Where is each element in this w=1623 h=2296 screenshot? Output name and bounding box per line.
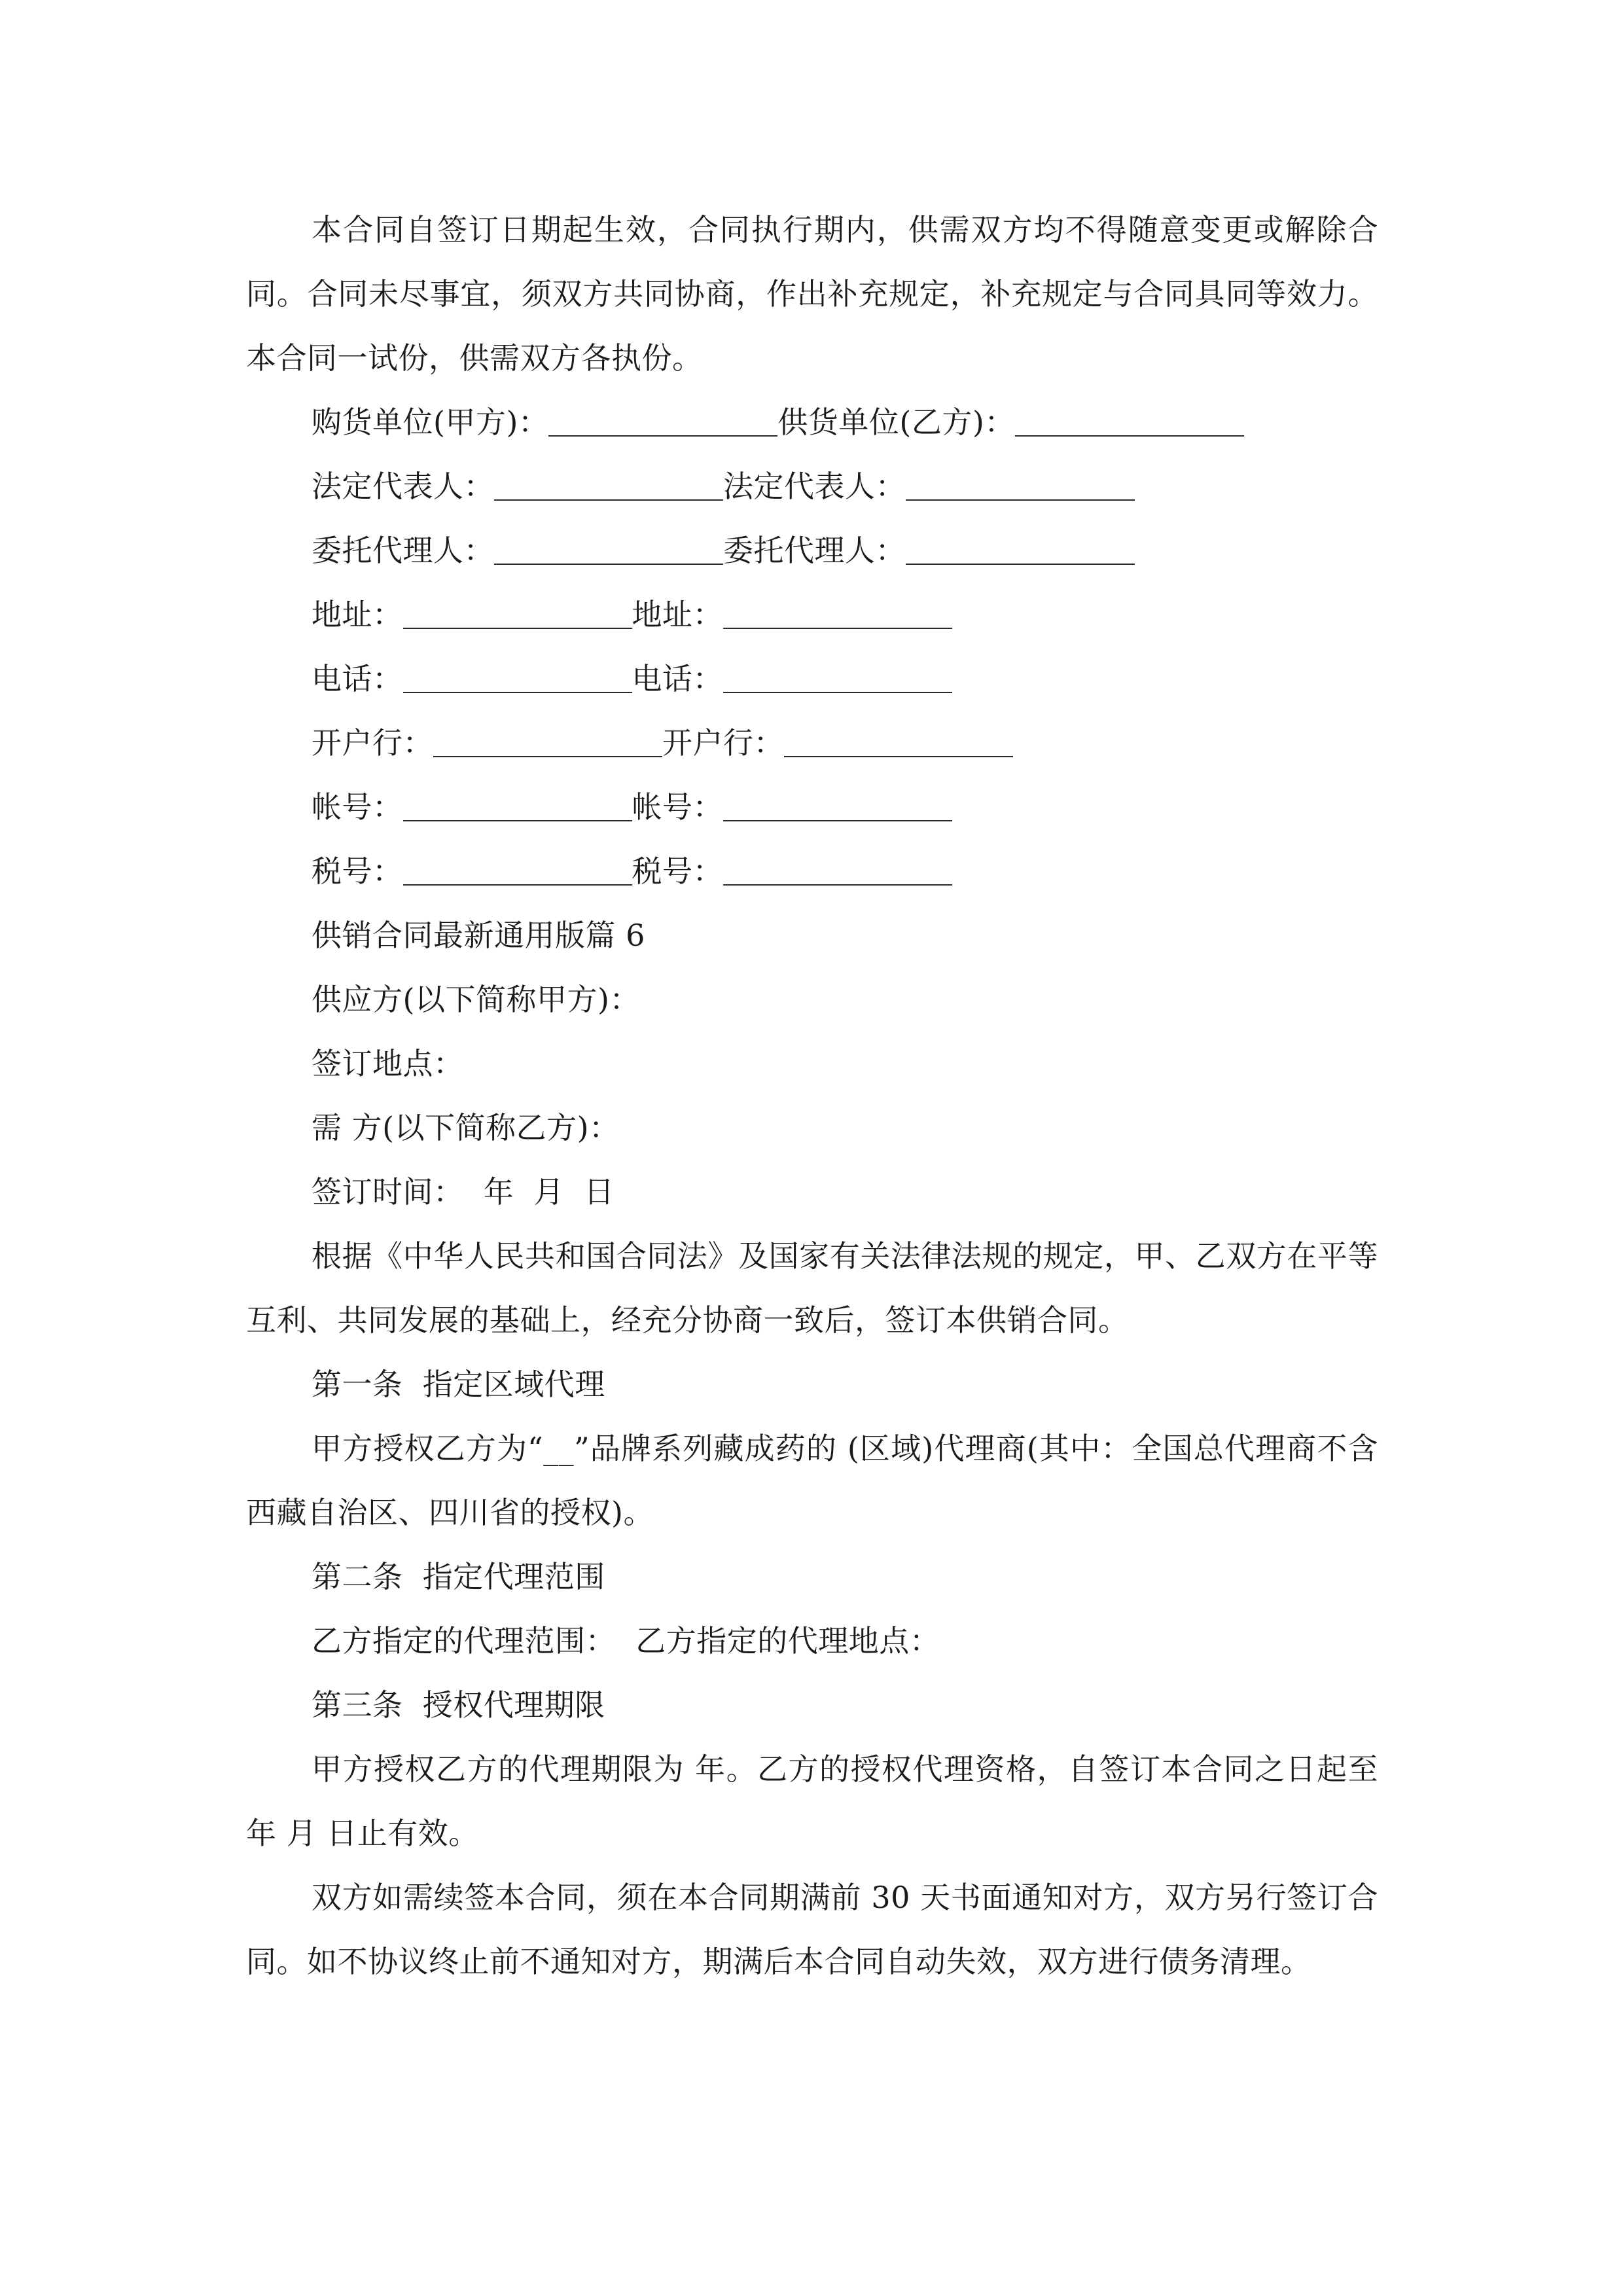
seller-rep-blank (906, 473, 1135, 501)
signing-time-line: 签订时间： 年 月 日 (312, 1174, 615, 1210)
seller-phone-blank (723, 666, 952, 693)
seller-bank-label: 开户行： (662, 725, 784, 761)
buyer-tax-label: 税号： (312, 853, 403, 889)
demander-line: 需 方(以下简称乙方)： (312, 1110, 620, 1145)
supplier-line: 供应方(以下简称甲方)： (312, 982, 640, 1017)
buyer-tax-blank (403, 858, 632, 886)
seller-tax-blank (723, 858, 952, 886)
buyer-label: 购货单位(甲方)： (312, 404, 549, 440)
buyer-address-blank (403, 601, 632, 629)
buyer-phone-label: 电话： (312, 661, 403, 696)
seller-address-label: 地址： (632, 597, 723, 632)
seller-tax-label: 税号： (632, 853, 723, 889)
seller-account-blank (723, 794, 952, 821)
article-2-title: 第二条 指定代理范围 (312, 1559, 605, 1594)
signature-row-agent (246, 518, 1378, 583)
seller-agent-blank (906, 537, 1135, 565)
buyer-bank-label: 开户行： (312, 725, 433, 761)
article-3-title: 第三条 授权代理期限 (312, 1687, 605, 1723)
buyer-agent-label: 委托代理人： (312, 533, 494, 568)
article-3-body: 甲方授权乙方的代理期限为 年。乙方的授权代理资格，自签订本合同之日起至 年 月 日止有效。 (246, 1751, 1378, 1851)
signing-place-line: 签订地点： (312, 1046, 464, 1081)
seller-address-blank (723, 601, 952, 629)
signature-row-account (246, 775, 1378, 839)
buyer-blank (548, 409, 777, 437)
seller-bank-blank (784, 730, 1013, 757)
basis-paragraph: 根据《中华人民共和国合同法》及国家有关法律法规的规定，甲、乙双方在平等互利、共同发展的基础上，经充分协商一致后，签订本供销合同。 (246, 1238, 1378, 1338)
signature-row-tax (246, 839, 1378, 903)
seller-label: 供货单位(乙方)： (777, 404, 1015, 440)
renewal-paragraph: 双方如需续签本合同，须在本合同期满前 30 天书面通知对方，双方另行签订合同。如不协议终止前不通知对方，期满后本合同自动失效，双方进行债务清理。 (246, 1880, 1378, 1979)
signature-row-address (246, 583, 1378, 647)
seller-blank (1015, 409, 1244, 437)
document-body (246, 198, 1378, 1994)
signature-row-representative (246, 454, 1378, 518)
buyer-rep-blank (494, 473, 723, 501)
signature-row-parties (246, 390, 1378, 454)
buyer-agent-blank (494, 537, 723, 565)
buyer-address-label: 地址： (312, 597, 403, 632)
seller-phone-label: 电话： (632, 661, 723, 696)
buyer-rep-label: 法定代表人： (312, 469, 494, 504)
article-1-title: 第一条 指定区域代理 (312, 1367, 605, 1402)
seller-rep-label: 法定代表人： (723, 469, 906, 504)
signature-row-phone (246, 647, 1378, 711)
seller-account-label: 帐号： (632, 789, 723, 825)
section-heading: 供销合同最新通用版篇 6 (312, 918, 645, 953)
buyer-account-blank (403, 794, 632, 821)
effectiveness-paragraph: 本合同自签订日期起生效，合同执行期内，供需双方均不得随意变更或解除合同。合同未尽事宜，须双方共同协商，作出补充规定，补充规定与合同具同等效力。本合同一试份，供需双方各执份。 (246, 212, 1378, 376)
article-2-body: 乙方指定的代理范围： 乙方指定的代理地点： (312, 1623, 940, 1659)
buyer-phone-blank (403, 666, 632, 693)
buyer-bank-blank (433, 730, 662, 757)
signature-row-bank (246, 711, 1378, 775)
article-1-body: 甲方授权乙方为“__”品牌系列藏成药的 (区域)代理商(其中：全国总代理商不含西藏自治区、四川省的授权)。 (246, 1431, 1378, 1530)
seller-agent-label: 委托代理人： (723, 533, 906, 568)
buyer-account-label: 帐号： (312, 789, 403, 825)
